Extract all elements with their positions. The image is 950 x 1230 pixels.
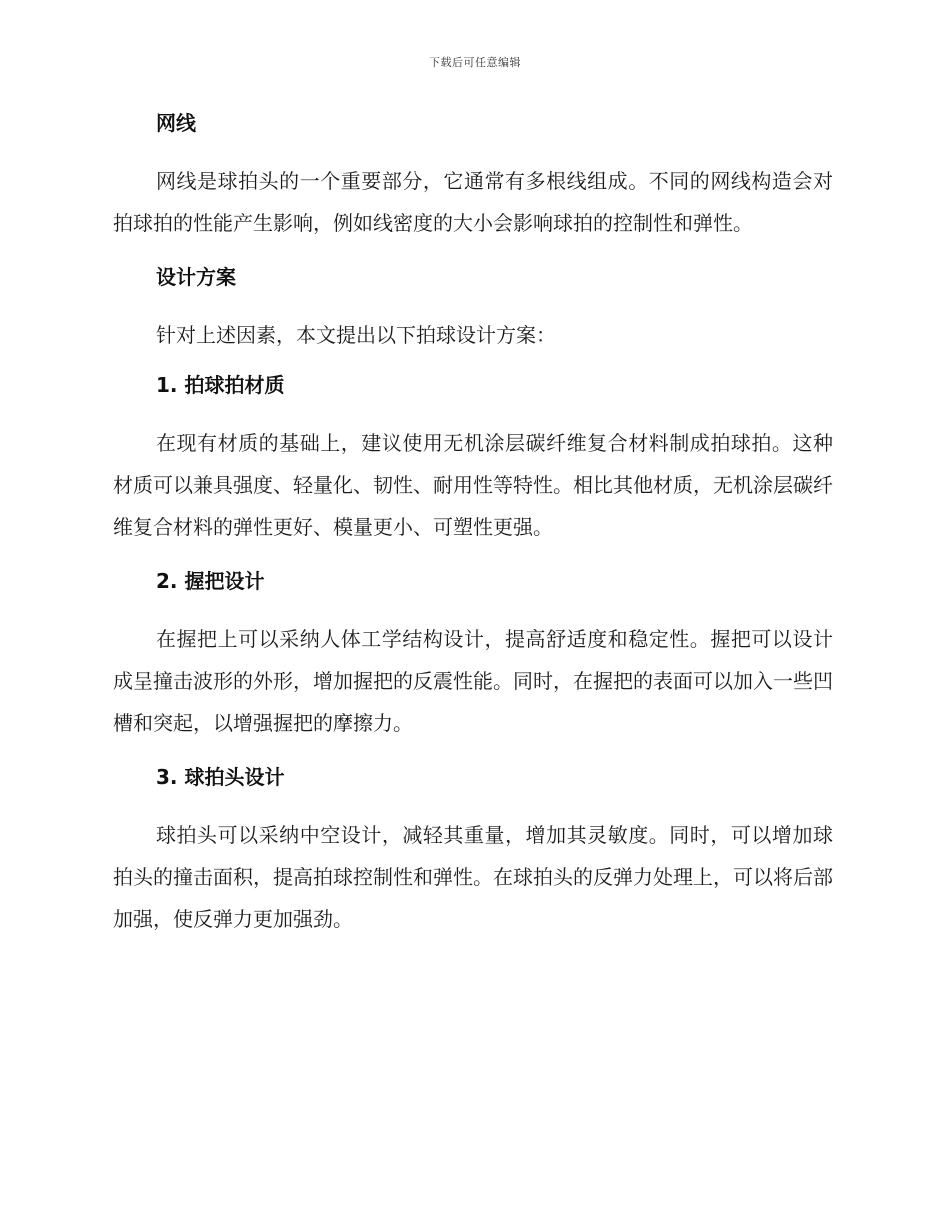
section-heading-material: 1. 拍球拍材质 — [156, 373, 285, 397]
page-header: 下载后可任意编辑 — [429, 56, 521, 69]
document-body — [113, 108, 833, 954]
section-heading-racket-head: 3. 球拍头设计 — [156, 765, 285, 789]
paragraph-material: 在现有材质的基础上，建议使用无机涂层碳纤维复合材料制成拍球拍。这种材质可以兼具强度、轻量化、韧性、耐用性等特性。相比其他材质，无机涂层碳纤维复合材料的弹性更好、模量更小、可塑性更强。 — [113, 431, 833, 539]
paragraph-design-intro: 针对上述因素，本文提出以下拍球设计方案： — [156, 323, 556, 347]
section-heading-wangxian: 网线 — [156, 111, 196, 135]
section-heading-grip: 2. 握把设计 — [156, 569, 265, 593]
section-heading-design: 设计方案 — [156, 265, 236, 289]
paragraph-wangxian: 网线是球拍头的一个重要部分，它通常有多根线组成。不同的网线构造会对拍球拍的性能产生影响，例如线密度的大小会影响球拍的控制性和弹性。 — [113, 169, 833, 235]
paragraph-grip: 在握把上可以采纳人体工学结构设计，提高舒适度和稳定性。握把可以设计成呈撞击波形的外形，增加握把的反震性能。同时，在握把的表面可以加入一些凹槽和突起，以增强握把的摩擦力。 — [113, 627, 833, 735]
paragraph-racket-head: 球拍头可以采纳中空设计，减轻其重量，增加其灵敏度。同时，可以增加球拍头的撞击面积，提高拍球控制性和弹性。在球拍头的反弹力处理上，可以将后部加强，使反弹力更加强劲。 — [113, 823, 833, 931]
